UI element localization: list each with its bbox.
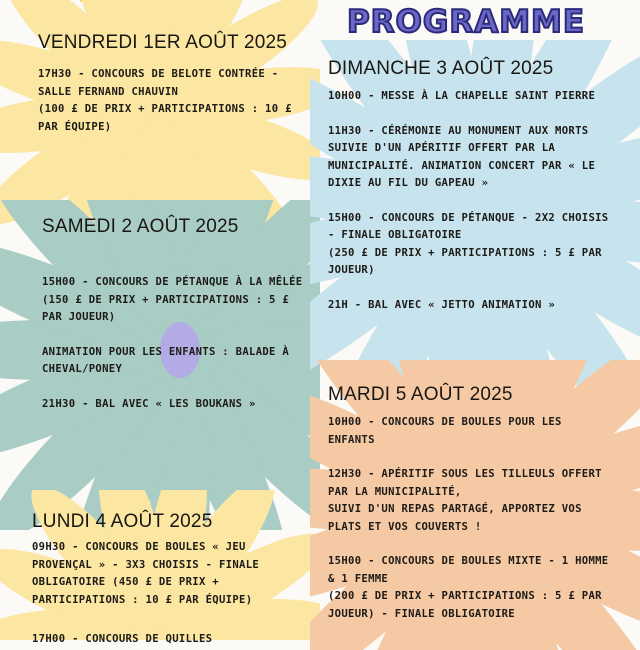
day-title: LUNDI 4 AOÛT 2025 [32,511,213,532]
event-item: 12H30 - APÉRITIF SOUS LES TILLEULS OFFERT PAR LA MUNICIPALITÉ, SUIVI D'UN REPAS PARTAGÉ, APPORTEZ VOS PLATS ET VOS COUVERTS ! [328,468,602,533]
day-mardi [328,384,612,623]
event-item: 17H30 - CONCOURS DE BELOTE CONTRÉE - SALLE FERNAND CHAUVIN (100 £ DE PRIX + PARTICIPATIONS : 10 £ PAR ÉQUIPE) [38,68,292,133]
day-samedi [42,216,308,413]
event-item: 21H - BAL AVEC « JETTO ANIMATION » [328,298,556,311]
event-item: 11H30 - CÉRÉMONIE AU MONUMENT AUX MORTS SUIVIE D'UN APÉRITIF OFFERT PAR LA MUNICIPALITÉ. ANIMATION CONCERT PAR « LE DIXIE AU FIL DU GAPEAU » [328,124,596,189]
event-item: 15H00 - CONCOURS DE PÉTANQUE À LA MÊLÉE (150 £ DE PRIX + PARTICIPATIONS : 5 £ PAR JOUEUR) [42,276,303,323]
day-vendredi [38,32,308,136]
event-item: 10H00 - CONCOURS DE BOULES POUR LES ENFANTS [328,416,562,446]
day-dimanche [328,58,612,314]
day-title: DIMANCHE 3 AOÛT 2025 [328,58,554,79]
event-item: 15H00 - CONCOURS DE BOULES MIXTE - 1 HOMME & 1 FEMME (200 £ DE PRIX + PARTICIPATIONS : 5 £ PAR JOUEUR) - FINALE OBLIGATOIRE [328,555,609,620]
event-item: 15H00 - CONCOURS DE PÉTANQUE - 2X2 CHOISIS - FINALE OBLIGATOIRE (250 £ DE PRIX + PARTICIPATIONS : 5 £ PAR JOUEUR) [328,211,609,276]
day-title: SAMEDI 2 AOÛT 2025 [42,216,239,237]
day-lundi [32,511,306,649]
day-title: VENDREDI 1ER AOÛT 2025 [38,32,288,53]
event-item: 10H00 - MESSE À LA CHAPELLE SAINT PIERRE [328,90,596,102]
event-item: 21H30 - BAL AVEC « LES BOUKANS » [42,397,256,410]
event-item: 09H30 - CONCOURS DE BOULES « JEU PROVENÇAL » - 3X3 CHOISIS - FINALE OBLIGATOIRE (450 £ DE PRIX + PARTICIPATIONS : 10 £ PAR ÉQUIPE) [32,541,260,606]
event-item: ANIMATION POUR LES ENFANTS : BALADE À CHEVAL/PONEY [42,345,290,375]
event-item: 17H00 - CONCOURS DE QUILLES [32,633,213,645]
day-title: MARDI 5 AOÛT 2025 [328,384,513,405]
programme-title: PROGRAMME [346,4,586,40]
